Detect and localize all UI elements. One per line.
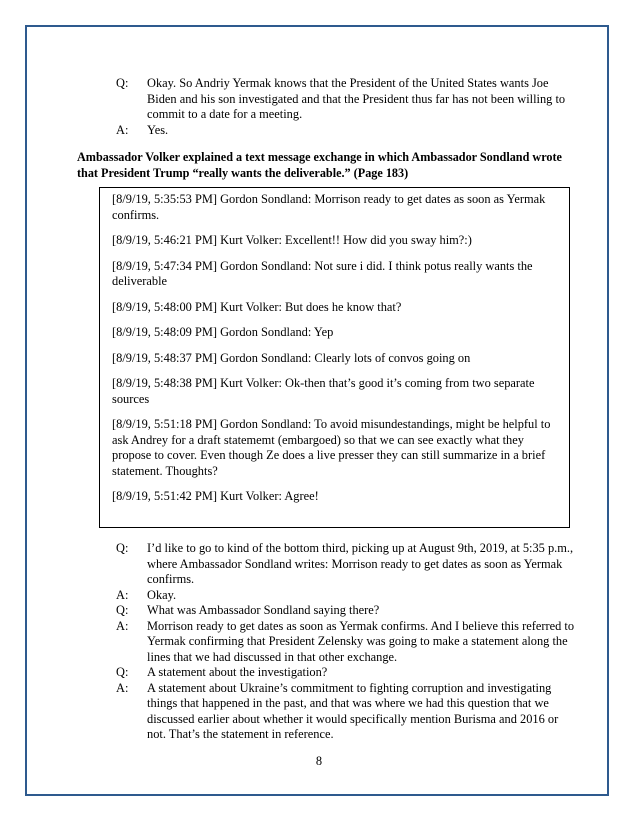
text-message: [8/9/19, 5:51:18 PM] Gordon Sondland: To avoid misundestandings, might be helpful to ask Andrey for a draft statememt (embargoed) so that we can see exactly what they propose to cover. Even though Ze does a live presser they can still summarize in a brief statement. Thoughts? — [112, 417, 551, 478]
text-message: [8/9/19, 5:48:37 PM] Gordon Sondland: Clearly lots of convos going on — [112, 350, 471, 365]
text-message: [8/9/19, 5:48:38 PM] Kurt Volker: Ok-then that’s good it’s coming from two separate sources — [112, 376, 535, 406]
text-message: [8/9/19, 5:48:09 PM] Gordon Sondland: Yep — [112, 325, 334, 339]
text-message-box — [99, 187, 570, 528]
qa-speaker: A: — [116, 587, 129, 602]
qa-speaker: Q: — [116, 541, 129, 555]
qa-text: I’d like to go to kind of the bottom third, picking up at August 9th, 2019, at 5:35 p.m., where Ambassador Sondland writes: Morrison ready to get dates as soon as Yermak confirms. — [147, 541, 574, 586]
qa-speaker: Q: — [116, 76, 129, 90]
qa-row — [116, 541, 576, 588]
section-heading: Ambassador Volker explained a text message exchange in which Ambassador Sondland wrote that President Trump “really wants the deliverable.” (Page 183) — [77, 150, 562, 180]
qa-row — [116, 123, 576, 139]
text-message: [8/9/19, 5:51:42 PM] Kurt Volker: Agree! — [112, 489, 319, 503]
qa-row — [116, 665, 576, 681]
page-number: 8 — [315, 754, 323, 768]
qa-speaker: A: — [116, 680, 129, 695]
qa-speaker: Q: — [116, 665, 129, 679]
text-message: [8/9/19, 5:47:34 PM] Gordon Sondland: Not sure i did. I think potus really wants the deliverable — [112, 258, 533, 288]
qa-speaker: A: — [116, 618, 129, 633]
qa-row — [116, 603, 576, 619]
qa-text: Okay. — [147, 587, 177, 602]
qa-text: Yes. — [147, 122, 169, 137]
bottom-qa-section — [116, 541, 576, 743]
qa-row — [116, 76, 576, 123]
qa-speaker: A: — [116, 122, 129, 137]
top-qa-section — [116, 76, 576, 138]
text-message: [8/9/19, 5:48:00 PM] Kurt Volker: But does he know that? — [112, 299, 402, 314]
text-message: [8/9/19, 5:46:21 PM] Kurt Volker: Excellent!! How did you sway him?:) — [112, 233, 472, 247]
qa-text: A statement about the investigation? — [147, 665, 328, 679]
qa-text: What was Ambassador Sondland saying there? — [147, 603, 380, 617]
qa-row — [116, 681, 576, 743]
qa-text: A statement about Ukraine’s commitment to fighting corruption and investigating things that happened in the past, and that was where we had this question that we discussed earlier about whether it would specifically mention Burisma and 2016 or not. That’s the statement in reference. — [147, 680, 559, 741]
qa-row — [116, 619, 576, 666]
qa-text: Okay. So Andriy Yermak knows that the President of the United States wants Joe Biden and his son investigated and that the President thus far has not been willing to commit to a date for a meeting. — [147, 76, 566, 121]
qa-row — [116, 588, 576, 604]
qa-text: Morrison ready to get dates as soon as Yermak confirms. And I believe this referred to Yermak confirming that President Zelensky was going to make a statement along the lines that we had discussed in that other exchange. — [147, 618, 575, 664]
qa-speaker: Q: — [116, 603, 129, 617]
text-message: [8/9/19, 5:35:53 PM] Gordon Sondland: Morrison ready to get dates as soon as Yermak confirms. — [112, 192, 546, 222]
